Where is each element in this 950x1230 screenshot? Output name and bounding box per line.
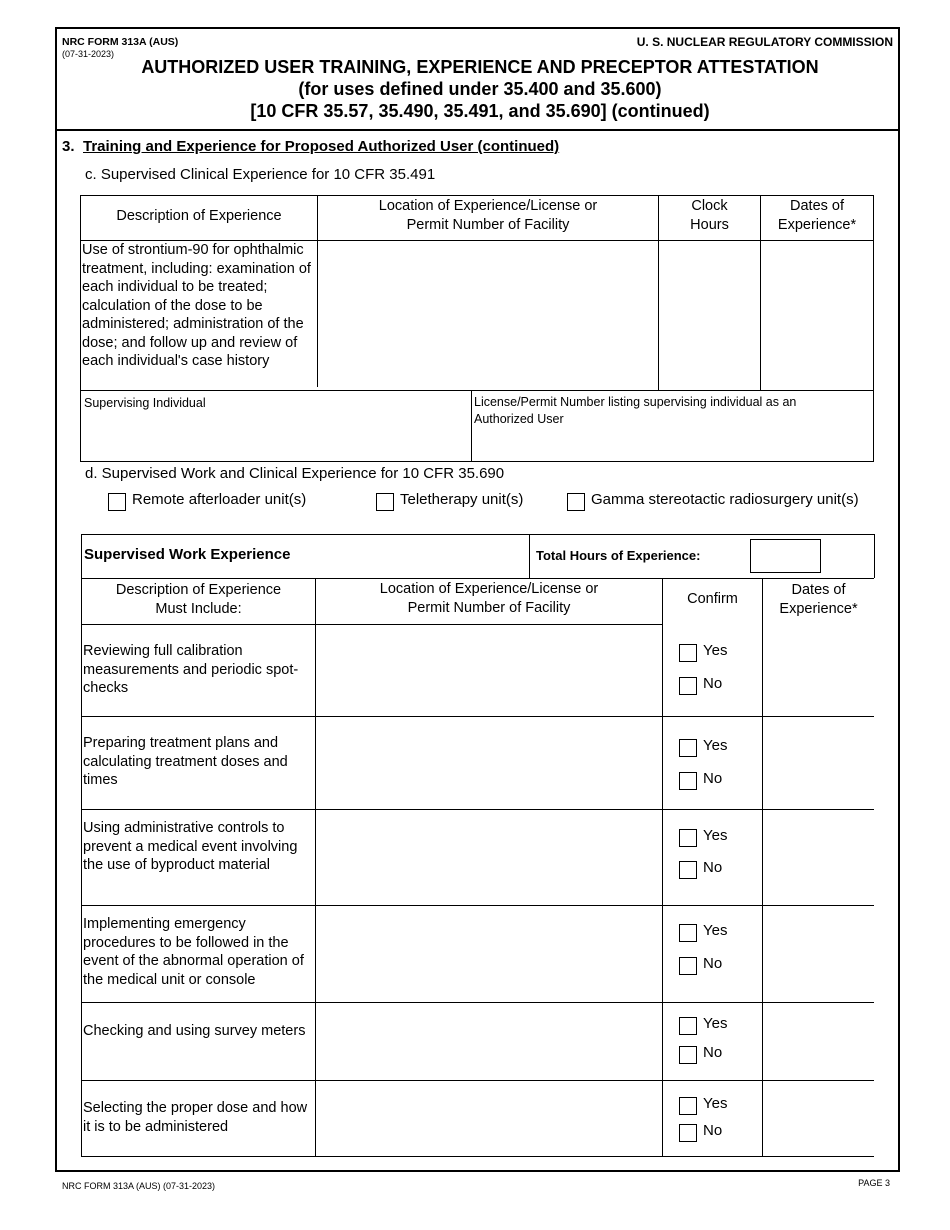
- footer-form-ref: NRC FORM 313A (AUS) (07-31-2023): [62, 1181, 216, 1191]
- no-checkbox[interactable]: [679, 677, 697, 695]
- yes-label: Yes: [703, 642, 728, 659]
- no-label: No: [703, 770, 723, 787]
- teletherapy-label: Teletherapy unit(s): [400, 491, 524, 508]
- part-d-heading: d. Supervised Work and Clinical Experience for 10 CFR 35.690: [85, 465, 505, 482]
- yes-checkbox[interactable]: [679, 829, 697, 847]
- part-c-col-dates: Dates of Experience*: [777, 198, 857, 233]
- row-description: Selecting the proper dose and how it is to be administered: [83, 1100, 308, 1135]
- form-date: (07-31-2023): [62, 49, 115, 59]
- part-c-heading: c. Supervised Clinical Experience for 10 CFR 35.491: [85, 166, 436, 183]
- location-field[interactable]: [316, 1081, 661, 1155]
- no-checkbox[interactable]: [679, 1046, 697, 1064]
- section-number: 3.: [62, 138, 75, 155]
- no-checkbox[interactable]: [679, 957, 697, 975]
- part-d-col-description: Description of Experience Must Include:: [115, 582, 282, 617]
- no-label: No: [703, 675, 723, 692]
- row-description: Implementing emergency procedures to be followed in the event of the abnormal operation of the medical unit or console: [83, 916, 304, 988]
- location-field[interactable]: [316, 810, 661, 904]
- yes-checkbox[interactable]: [679, 644, 697, 662]
- location-field[interactable]: [316, 717, 661, 808]
- location-field[interactable]: [316, 625, 661, 715]
- title-line-1: AUTHORIZED USER TRAINING, EXPERIENCE AND PRECEPTOR ATTESTATION: [141, 57, 819, 77]
- agency-name: U. S. NUCLEAR REGULATORY COMMISSION: [636, 35, 893, 49]
- dates-field[interactable]: [763, 1081, 873, 1155]
- remote-afterloader-checkbox[interactable]: [108, 493, 126, 511]
- yes-label: Yes: [703, 922, 728, 939]
- dates-field[interactable]: [763, 810, 873, 904]
- dates-field[interactable]: [763, 906, 873, 1001]
- row-description: Reviewing full calibration measurements and periodic spot-checks: [83, 643, 299, 696]
- total-hours-label: Total Hours of Experience:: [536, 548, 701, 563]
- section-title: Training and Experience for Proposed Authorized User (continued): [83, 138, 560, 155]
- location-field[interactable]: [316, 1003, 661, 1079]
- title-line-2: (for uses defined under 35.400 and 35.600): [298, 79, 662, 99]
- remote-afterloader-label: Remote afterloader unit(s): [132, 491, 307, 508]
- page-number: PAGE 3: [858, 1178, 890, 1188]
- license-permit-label: License/Permit Number listing supervising individual as an Authorized User: [474, 395, 797, 426]
- total-hours-input[interactable]: [750, 539, 821, 573]
- yes-checkbox[interactable]: [679, 1097, 697, 1115]
- part-c-col-description: Description of Experience: [116, 208, 282, 224]
- supervising-individual-label: Supervising Individual: [84, 396, 206, 410]
- yes-label: Yes: [703, 1015, 728, 1032]
- no-label: No: [703, 1122, 723, 1139]
- title-line-3: [10 CFR 35.57, 35.490, 35.491, and 35.690] (continued): [250, 101, 710, 121]
- part-d-col-dates: Dates of Experience*: [779, 582, 858, 617]
- row-description: Preparing treatment plans and calculating treatment doses and times: [83, 735, 288, 788]
- yes-checkbox[interactable]: [679, 1017, 697, 1035]
- supervising-individual-field[interactable]: [81, 412, 470, 460]
- no-label: No: [703, 1044, 723, 1061]
- part-d-col-location: Location of Experience/License or Permit Number of Facility: [379, 581, 599, 616]
- part-c-dates-field[interactable]: [761, 241, 872, 389]
- no-checkbox[interactable]: [679, 861, 697, 879]
- row-description: Using administrative controls to prevent a medical event involving the use of byproduct material: [83, 820, 298, 873]
- part-c-col-location: Location of Experience/License or Permit Number of Facility: [378, 198, 598, 233]
- yes-checkbox[interactable]: [679, 924, 697, 942]
- part-c-row-description: Use of strontium-90 for ophthalmic treatment, including: examination of each individual to be treated; calculation of the dose to be administered; administration of the dose; and follow up and review of each individual's case history: [82, 242, 311, 369]
- no-checkbox[interactable]: [679, 772, 697, 790]
- license-permit-field[interactable]: [472, 428, 872, 460]
- yes-checkbox[interactable]: [679, 739, 697, 757]
- part-c-location-field[interactable]: [318, 241, 657, 386]
- part-c-col-clock-hours: Clock Hours: [690, 198, 729, 233]
- yes-label: Yes: [703, 1095, 728, 1112]
- no-label: No: [703, 955, 723, 972]
- no-label: No: [703, 859, 723, 876]
- dates-field[interactable]: [763, 717, 873, 808]
- page-title: [100, 56, 860, 122]
- supervised-work-title: Supervised Work Experience: [84, 546, 291, 563]
- part-c-clock-hours-field[interactable]: [659, 241, 759, 389]
- yes-label: Yes: [703, 827, 728, 844]
- gamma-stereotactic-checkbox[interactable]: [567, 493, 585, 511]
- part-d-col-confirm: Confirm: [687, 591, 738, 607]
- dates-field[interactable]: [763, 1003, 873, 1079]
- form-id: NRC FORM 313A (AUS): [62, 36, 179, 48]
- location-field[interactable]: [316, 906, 661, 1001]
- yes-label: Yes: [703, 737, 728, 754]
- gamma-stereotactic-label: Gamma stereotactic radiosurgery unit(s): [591, 491, 859, 508]
- row-description: Checking and using survey meters: [83, 1023, 306, 1039]
- teletherapy-checkbox[interactable]: [376, 493, 394, 511]
- dates-field[interactable]: [763, 625, 873, 715]
- no-checkbox[interactable]: [679, 1124, 697, 1142]
- header-divider: [55, 129, 900, 131]
